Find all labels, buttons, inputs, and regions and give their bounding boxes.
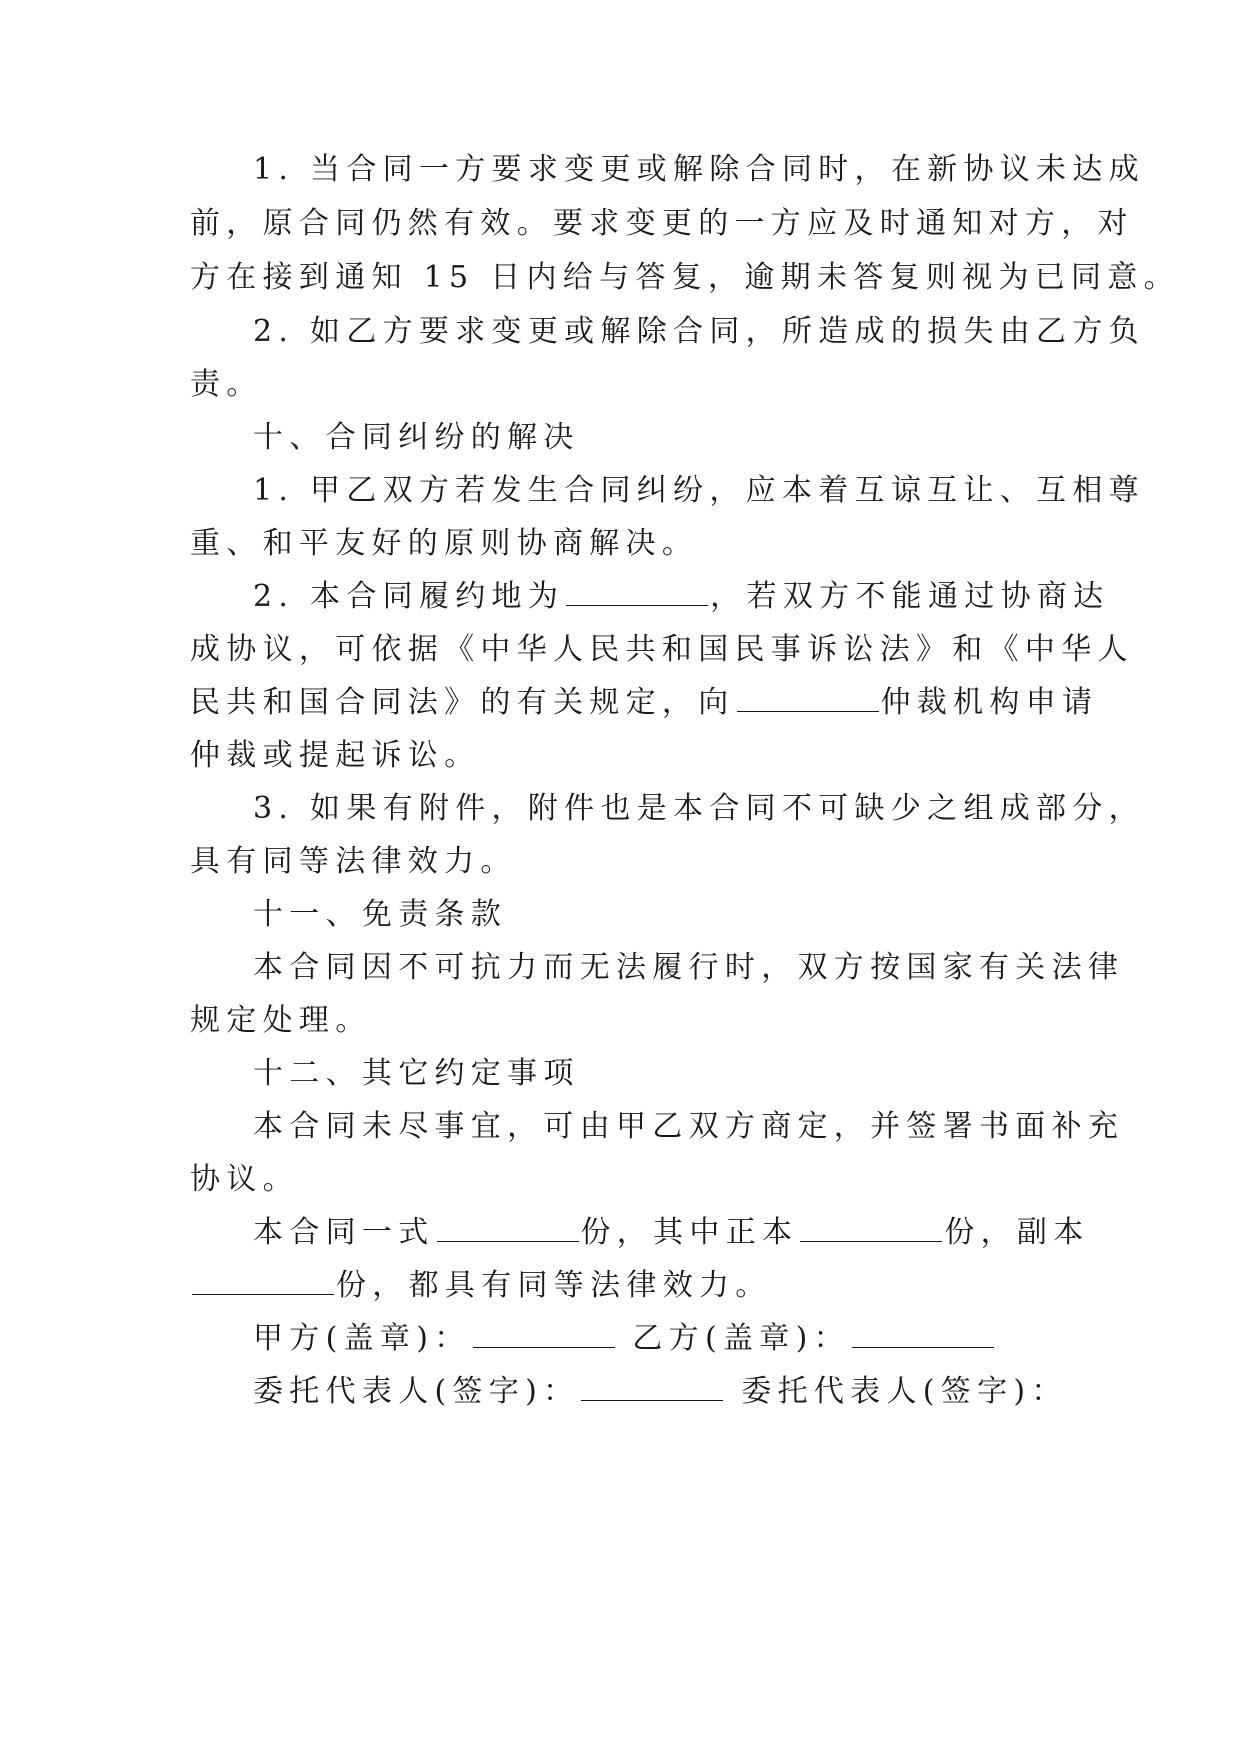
paragraph-line: 份，都具有同等法律效力。 (190, 1266, 772, 1306)
paragraph-line: 前，原合同仍然有效。要求变更的一方应及时通知对方，对 (190, 206, 1134, 241)
section-heading: 十、合同纠纷的解决 (253, 420, 580, 455)
section-heading: 十一、免责条款 (253, 897, 508, 932)
paragraph-line: 具有同等法律效力。 (190, 844, 517, 879)
paragraph-line: 3. 如果有附件，附件也是本合同不可缺少之组成部分， (253, 791, 1145, 826)
paragraph-line: 重、和平友好的原则协商解决。 (190, 526, 699, 561)
paragraph-line: 民共和国合同法》的有关规定，向 仲裁机构申请 (190, 685, 1099, 720)
paragraph-line: 1. 甲乙双方若发生合同纠纷，应本着互谅互让、互相尊 (253, 473, 1145, 508)
section-heading: 十二、其它约定事项 (253, 1056, 580, 1091)
fill-blank-line (437, 1215, 579, 1242)
paragraph-line: 2. 如乙方要求变更或解除合同，所造成的损失由乙方负 (253, 314, 1145, 349)
paragraph-line: 方在接到通知 15 日内给与答复，逾期未答复则视为已同意。 (190, 260, 1180, 295)
signature-line-party-a-b: 甲方(盖章)： 乙方(盖章)： (253, 1319, 996, 1359)
paragraph-line: 规定处理。 (190, 1003, 372, 1038)
paragraph-line: 本合同一式 份，其中正本 份，副本 (253, 1215, 1090, 1250)
paragraph-line: 责。 (190, 367, 263, 402)
fill-blank-line (800, 1215, 942, 1242)
fill-blank-line (473, 1321, 615, 1348)
paragraph-line: 2. 本合同履约地为 ，若双方不能通过协商达 (253, 579, 1110, 614)
fill-blank-line (852, 1321, 994, 1348)
paragraph-line: 成协议，可依据《中华人民共和国民事诉讼法》和《中华人 (190, 632, 1134, 667)
paragraph-line: 仲裁或提起诉讼。 (190, 738, 481, 773)
paragraph-line: 协议。 (190, 1162, 299, 1197)
fill-blank-line (192, 1268, 334, 1295)
paragraph-line: 1. 当合同一方要求变更或解除合同时，在新协议未达成 (253, 152, 1145, 187)
signature-line-representatives: 委托代表人(签字)： 委托代表人(签字)： (253, 1374, 1068, 1409)
fill-blank-line (566, 579, 708, 606)
paragraph-line: 本合同因不可抗力而无法履行时，双方按国家有关法律 (253, 950, 1125, 985)
fill-blank-line (581, 1374, 723, 1401)
paragraph-line: 本合同未尽事宜，可由甲乙双方商定，并签署书面补充 (253, 1109, 1125, 1144)
fill-blank-line (737, 685, 879, 712)
